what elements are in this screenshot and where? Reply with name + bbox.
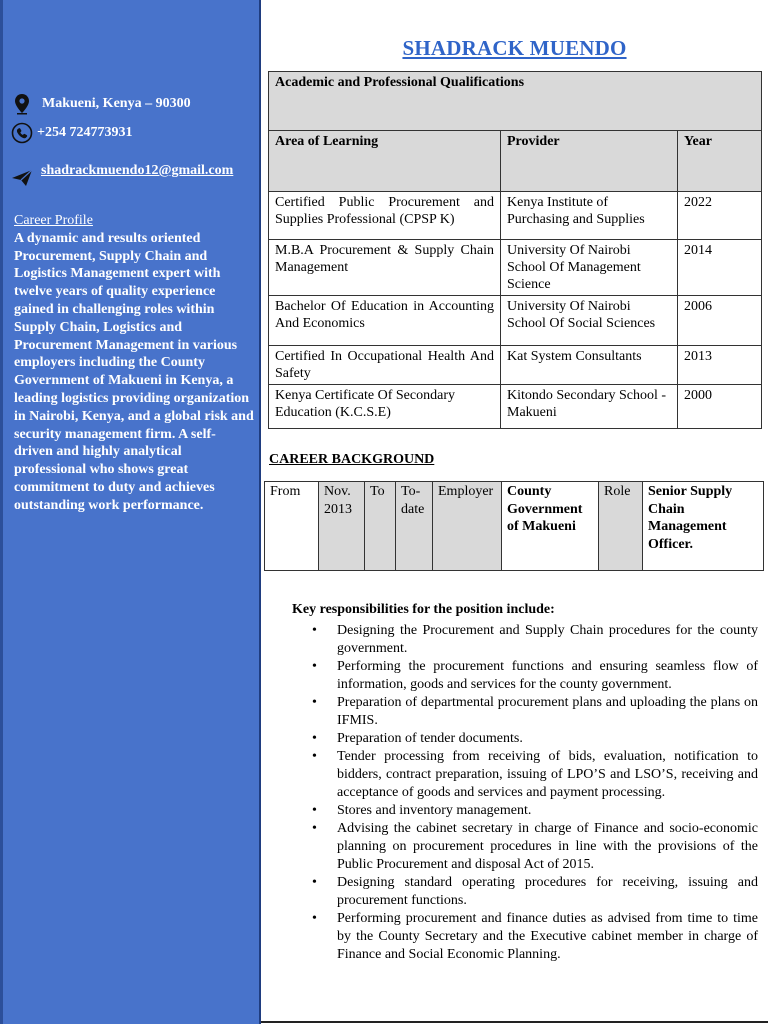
employer-label: Employer [433, 482, 502, 571]
location-contact [11, 93, 191, 115]
area-cell: M.B.A Procurement & Supply Chain Management [269, 240, 501, 296]
send-icon [11, 167, 33, 189]
area-cell: Certified In Occupational Health And Safety [269, 346, 501, 385]
email-link[interactable]: shadrackmuendo12@gmail.com [41, 163, 234, 178]
provider-cell: Kat System Consultants [501, 346, 678, 385]
candidate-name: SHADRACK MUENDO [402, 36, 627, 60]
role-label: Role [599, 482, 643, 571]
provider-cell: University Of Nairobi School Of Social Sciences [501, 296, 678, 346]
phone-text: +254 724773931 [37, 125, 133, 140]
map-pin-icon [11, 93, 33, 115]
table-row [269, 192, 762, 240]
employer-value: County Government of Makueni [502, 482, 599, 571]
year-cell: 2006 [678, 296, 762, 346]
list-item: • Advising the cabinet secretary in charge of Finance and socio-economic planning on procurement procedures in line with the provisions of the Public Procurement and disposal Act of 2015. [312, 820, 758, 874]
qualifications-title: Academic and Professional Qualifications [269, 72, 762, 131]
career-table [264, 481, 764, 571]
to-value: To-date [396, 482, 433, 571]
table-row [269, 240, 762, 296]
table-row [269, 385, 762, 429]
career-background-heading: CAREER BACKGROUND [269, 452, 435, 467]
list-item: • Preparation of tender documents. [312, 730, 758, 748]
list-item: • Designing standard operating procedures for receiving, issuing and procurement functions. [312, 874, 758, 910]
sidebar-divider [259, 0, 261, 1024]
area-cell: Certified Public Procurement and Supplies Professional (CPSP K) [269, 192, 501, 240]
year-cell: 2000 [678, 385, 762, 429]
list-item: • Preparation of departmental procurement plans and uploading the plans on IFMIS. [312, 694, 758, 730]
to-label: To [365, 482, 396, 571]
role-value: Senior Supply Chain Management Officer. [643, 482, 764, 571]
list-item: • Stores and inventory management. [312, 802, 758, 820]
area-cell: Kenya Certificate Of Secondary Education (K.C.S.E) [269, 385, 501, 429]
year-cell: 2022 [678, 192, 762, 240]
header-provider: Provider [501, 131, 678, 192]
email-contact [11, 153, 233, 189]
career-profile-heading: Career Profile [14, 213, 93, 228]
header-year: Year [678, 131, 762, 192]
qualifications-table [268, 71, 762, 429]
year-cell: 2013 [678, 346, 762, 385]
responsibilities-heading: Key responsibilities for the position include: [292, 602, 555, 617]
area-cell: Bachelor Of Education in Accounting And Economics [269, 296, 501, 346]
provider-cell: Kenya Institute of Purchasing and Supplies [501, 192, 678, 240]
list-item: • Tender processing from receiving of bids, evaluation, notification to bidders, contract preparation, issuing of LPO’S and LSO’S, receiving and acceptance of goods and services and payment processing. [312, 748, 758, 802]
sidebar [0, 0, 259, 1024]
from-value: Nov. 2013 [319, 482, 365, 571]
page-bottom-border [261, 1021, 768, 1023]
responsibilities-list [312, 622, 758, 964]
header-area: Area of Learning [269, 131, 501, 192]
career-profile-text: A dynamic and results oriented Procurement, Supply Chain and Logistics Management expert with twelve years of quality experience gained in challenging roles within Supply Chain, Logistics and Procurement Management in various employers including the County Government of Makueni in Kenya, a leading logistics providing organization in Nairobi, Kenya, and a global risk and security management firm. A self-driven and highly analytical professional who shows great commitment to duty and achieves outstanding work performance. [14, 230, 254, 513]
list-item: • Designing the Procurement and Supply Chain procedures for the county government. [312, 622, 758, 658]
provider-cell: University Of Nairobi School Of Management Science [501, 240, 678, 296]
phone-icon [11, 122, 33, 144]
year-cell: 2014 [678, 240, 762, 296]
phone-contact [11, 122, 132, 144]
list-item: • Performing procurement and finance duties as advised from time to time by the County Secretary and the Executive cabinet member in charge of Finance and Social Economic Planning. [312, 910, 758, 964]
list-item: • Performing the procurement functions and ensuring seamless flow of information, goods and services for the county government. [312, 658, 758, 694]
table-row [269, 296, 762, 346]
from-label: From [265, 482, 319, 571]
career-profile [14, 212, 254, 515]
table-row [269, 346, 762, 385]
provider-cell: Kitondo Secondary School - Makueni [501, 385, 678, 429]
location-text: Makueni, Kenya – 90300 [42, 96, 191, 111]
